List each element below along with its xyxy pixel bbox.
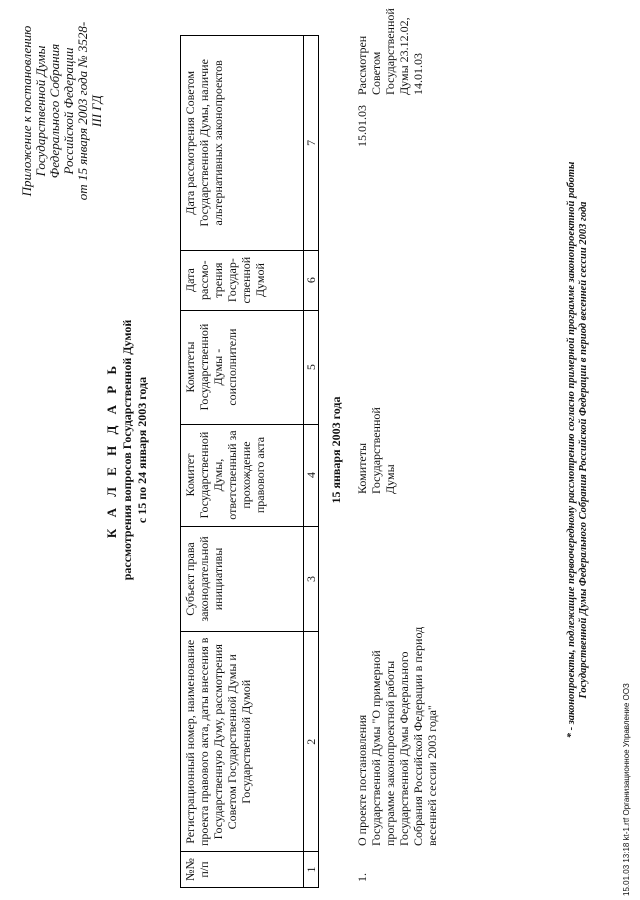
header-co-committees: Комитеты Государственной Думы - соисполнители [181, 310, 304, 424]
section-heading: 15 января 2003 года [329, 396, 343, 504]
appendix-line-2: Федерального Собрания Российской Федерации [47, 43, 76, 179]
column-number: 4 [304, 424, 319, 526]
footnote [566, 0, 590, 900]
appendix-note [20, 20, 104, 202]
header-registration: Регистрационный номер, наименование проекта правового акта, даты внесения в Государственную Думу, рассмотрения Советом Государственной Думы и Государственной Думой [181, 632, 304, 852]
footnote-line-1: * - законопроекты, подлежащие первоочередному рассмотрению согласно примерной программе законопроектной работы [566, 161, 577, 739]
column-number-row [304, 36, 319, 888]
calendar-subtitle: рассмотрения вопросов Государственной Думой [120, 319, 134, 581]
calendar-title: К А Л Е Н Д А Р Ь [104, 361, 119, 539]
table-header-row [181, 36, 304, 888]
column-number: 7 [304, 36, 319, 251]
calendar-table [180, 35, 319, 888]
row-committee: Комитеты Государственной Думы [355, 407, 397, 494]
footnote-line-2: Государственной Думы Федерального Собрания Российской Федерации в период весенней сессии 2003 года [578, 201, 589, 699]
header-number: №№ п/п [181, 852, 304, 888]
header-responsible-committee: Комитет Государственной Думы, ответственный за прохождение правового акта [181, 424, 304, 526]
column-number: 6 [304, 250, 319, 310]
row-council-status: Рассмотрен Советом Государственной Думы 23.12.02, 14.01.03 [355, 8, 425, 95]
column-number: 5 [304, 310, 319, 424]
file-footer: 15.01.03 13:18 kt-1.rtf Организационное Управление ООЗ [622, 683, 631, 896]
header-subject: Субъект права законодательной инициативы [181, 526, 304, 632]
header-council-date: Дата рассмотрения Советом Государственной Думы, наличие альтернативных законопроектов [181, 36, 304, 251]
header-duma-date: Дата рассмо-трения Государ-ственной Думой [181, 250, 304, 310]
column-number: 3 [304, 526, 319, 632]
appendix-line-1: Приложение к постановлению Государственной Думы [19, 25, 48, 197]
calendar-date-range: с 15 по 24 января 2003 года [135, 376, 149, 524]
row-duma-date: 15.01.03 [355, 105, 369, 147]
appendix-line-3: от 15 января 2003 года № 3528-III ГД [75, 21, 104, 201]
row-number: 1. [355, 873, 369, 882]
column-number: 1 [304, 852, 319, 888]
row-bill-name: О проекте постановления Государственной Думы "О примерной программе законопроектной работы Государственной Думы Федерального Собрания Российской Федерации в период весенней сессии 2003 года" [355, 626, 439, 846]
column-number: 2 [304, 632, 319, 852]
